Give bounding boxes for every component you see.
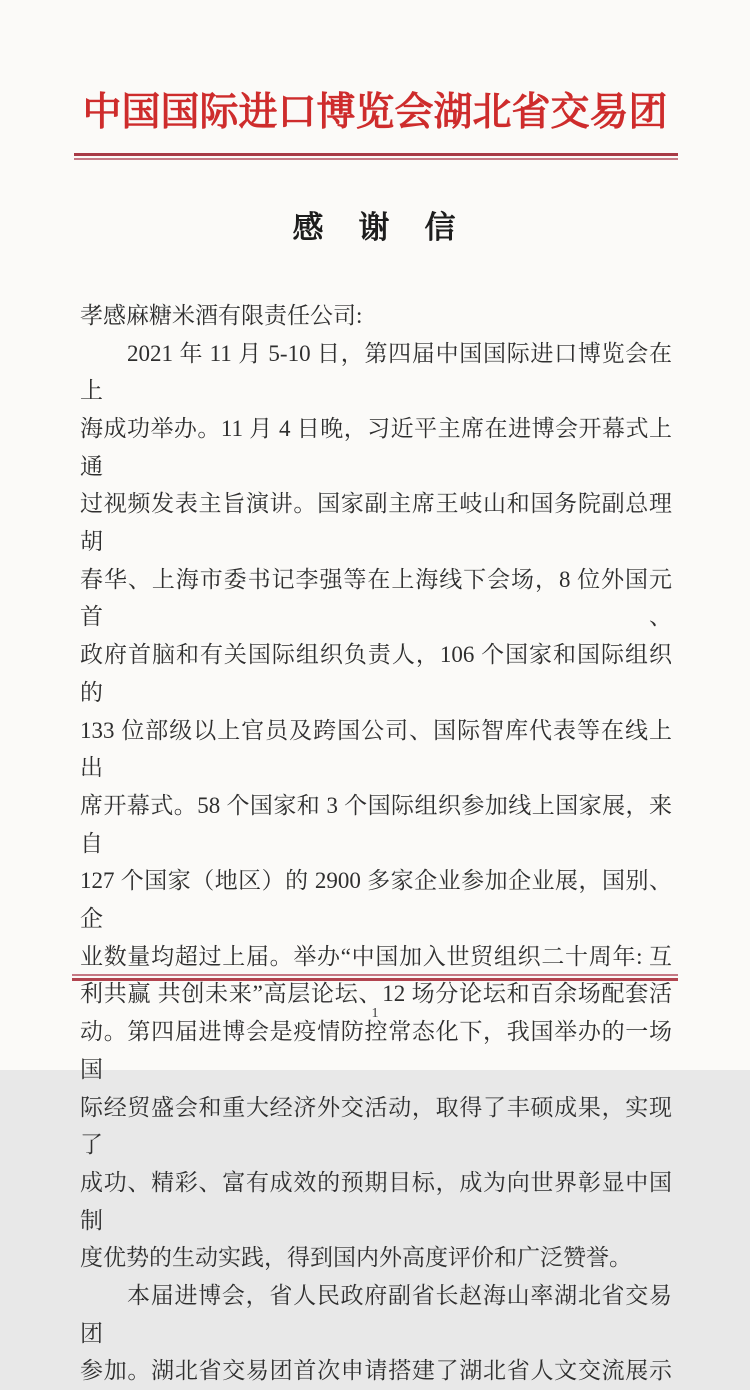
body-line: 本届进博会，省人民政府副省长赵海山率湖北省交易团: [80, 1283, 672, 1346]
footer-rule-thick: [72, 978, 678, 981]
body-line: 成功、精彩、富有成效的预期目标，成为向世界彰显中国制: [80, 1169, 672, 1233]
body-line: 海成功举办。11 月 4 日晚，习近平主席在进博会开幕式上通: [80, 415, 672, 479]
body-line: 参加。湖北省交易团首次申请搭建了湖北省人文交流展示: [80, 1358, 672, 1384]
body-line: 过视频发表主旨演讲。国家副主席王岐山和国务院副总理胡: [80, 491, 672, 555]
body-line: 度优势的生动实践，得到国内外高度评价和广泛赞誉。: [80, 1245, 632, 1271]
body-line: 席开幕式。58 个国家和 3 个国际组织参加线上国家展，来自: [80, 792, 672, 856]
body-line: 孝感麻糖米酒有限责任公司:: [80, 302, 363, 328]
letterhead-double-rule: [74, 153, 678, 160]
body-line: 133 位部级以上官员及跨国公司、国际智库代表等在线上出: [80, 717, 672, 781]
body-line: 政府首脑和有关国际组织负责人，106 个国家和国际组织的: [80, 642, 672, 705]
body-line: 2021 年 11 月 5-10 日，第四届中国国际进口博览会在上: [80, 340, 672, 404]
body-lines: [80, 297, 672, 1390]
body-line: 动。第四届进博会是疫情防控常态化下，我国举办的一场国: [80, 1019, 672, 1082]
body-line: 际经贸盛会和重大经济外交活动，取得了丰硕成果，实现了: [80, 1094, 672, 1158]
page-number: 1: [371, 1006, 379, 1021]
body-line: 127 个国家（地区）的 2900 多家企业参加企业展，国别、企: [80, 868, 672, 932]
letterhead-title: 中国国际进口博览会湖北省交易团: [82, 91, 668, 134]
footer-double-rule: [72, 974, 678, 981]
body-line: 春华、上海市委书记李强等在上海线下会场，8 位外国元首、: [80, 566, 672, 630]
letterhead-rule-thin: [74, 158, 678, 160]
body-line: 利共赢 共创未来”高层论坛、12 场分论坛和百余场配套活: [80, 981, 672, 1007]
letter-title: 感 谢 信: [292, 209, 458, 245]
body-line: 业数量均超过上届。举办“中国加入世贸组织二十周年: 互: [80, 943, 672, 969]
letter-body: [80, 297, 672, 1390]
